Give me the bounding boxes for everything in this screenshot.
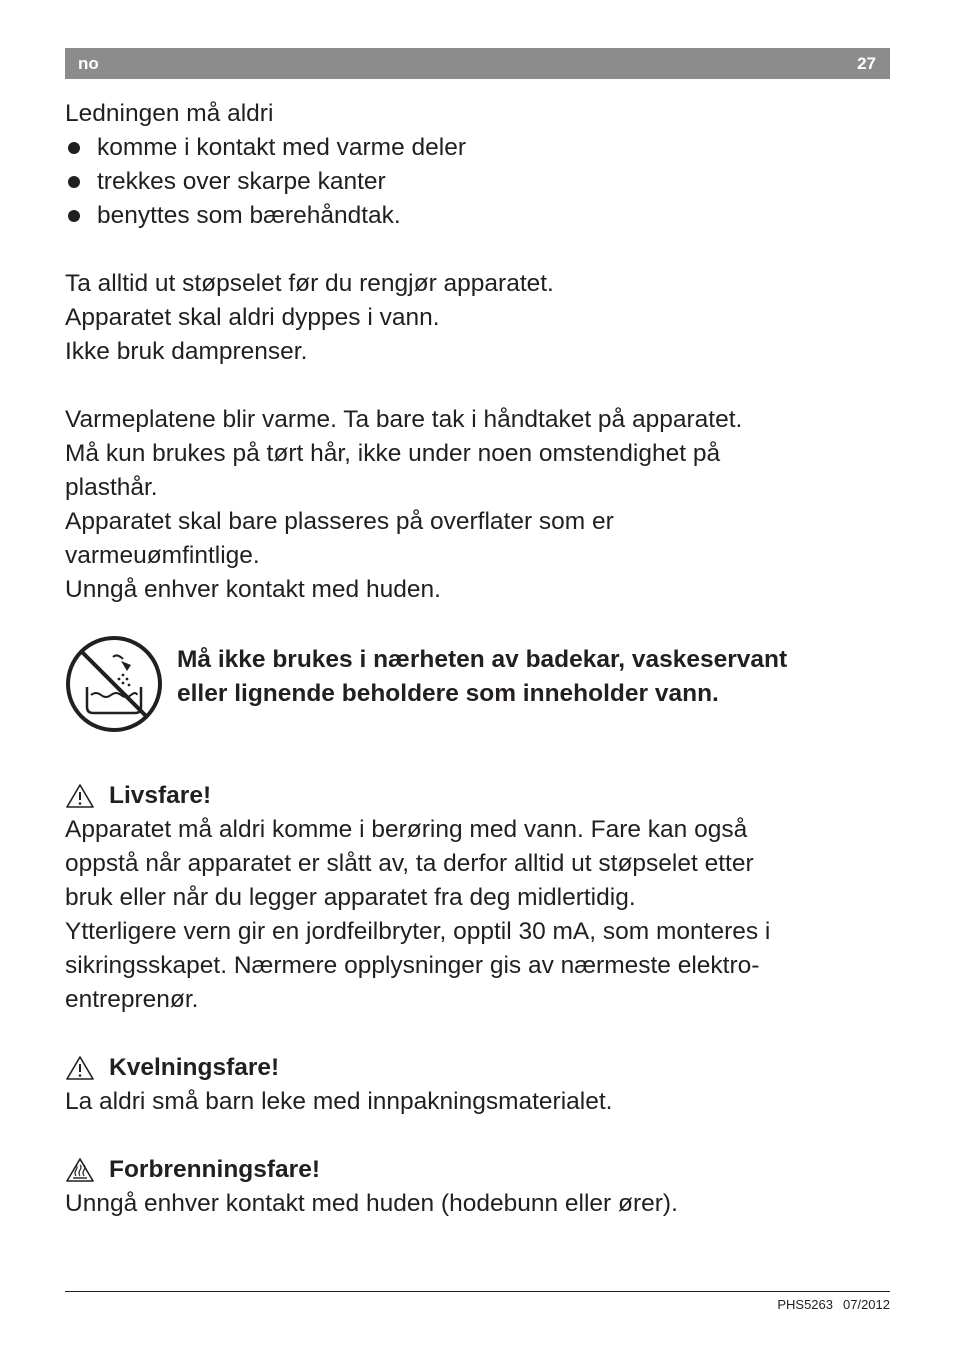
water-warning-text: Må ikke brukes i nærheten av badekar, vaskeservant eller lignende beholdere som inneholder vann. [177, 646, 788, 707]
page-content [65, 97, 865, 1221]
warning-triangle-icon [65, 783, 95, 809]
section-danger-to-life [65, 779, 865, 1017]
model-number: PHS5263 [777, 1297, 833, 1312]
usage-line: plasthår. [65, 474, 158, 501]
section-line: sikringsskapet. Nærmere opplysninger gis av nærmeste elektro- [65, 952, 760, 979]
header-bar [65, 48, 890, 79]
usage-line: Apparatet skal bare plasseres på overflater som er [65, 508, 614, 535]
language-code: no [78, 54, 99, 73]
footer [767, 1297, 890, 1312]
bullet-item: komme i kontakt med varme deler [65, 131, 865, 165]
usage-line: varmeuømfintlige. [65, 542, 260, 569]
footer-divider [65, 1291, 890, 1292]
intro-bullet-list [65, 131, 865, 233]
footer-date: 07/2012 [843, 1297, 890, 1312]
water-warning-block [65, 629, 865, 729]
usage-line: Varmeplatene blir varme. Ta bare tak i håndtaket på apparatet. [65, 406, 743, 433]
section-line: bruk eller når du legger apparatet fra deg midlertidig. [65, 884, 636, 911]
section-suffocation [65, 1051, 865, 1119]
bullet-item: benyttes som bærehåndtak. [65, 199, 865, 233]
hot-surface-icon [65, 1157, 95, 1183]
cleaning-line: Ikke bruk damprenser. [65, 338, 308, 365]
intro-lead: Ledningen må aldri [65, 100, 274, 127]
section-line: entreprenør. [65, 986, 199, 1013]
page-number: 27 [857, 54, 876, 73]
section-line: Ytterligere vern gir en jordfeilbryter, opptil 30 mA, som monteres i [65, 918, 771, 945]
section-line: La aldri små barn leke med innpakningsmaterialet. [65, 1088, 613, 1115]
cleaning-line: Ta alltid ut støpselet før du rengjør apparatet. [65, 270, 554, 297]
section-burn [65, 1153, 865, 1221]
no-bath-icon [65, 635, 163, 733]
usage-line: Unngå enhver kontakt med huden. [65, 576, 441, 603]
usage-line: Må kun brukes på tørt hår, ikke under noen omstendighet på [65, 440, 721, 467]
bullet-item: trekkes over skarpe kanter [65, 165, 865, 199]
section-title: Kvelningsfare! [109, 1054, 280, 1081]
section-line: Unngå enhver kontakt med huden (hodebunn eller ører). [65, 1190, 678, 1217]
section-line: Apparatet må aldri komme i berøring med vann. Fare kan også [65, 816, 748, 843]
section-title: Livsfare! [109, 782, 212, 809]
section-line: oppstå når apparatet er slått av, ta derfor alltid ut støpselet etter [65, 850, 754, 877]
section-title: Forbrenningsfare! [109, 1156, 320, 1183]
cleaning-line: Apparatet skal aldri dyppes i vann. [65, 304, 440, 331]
warning-triangle-icon [65, 1055, 95, 1081]
